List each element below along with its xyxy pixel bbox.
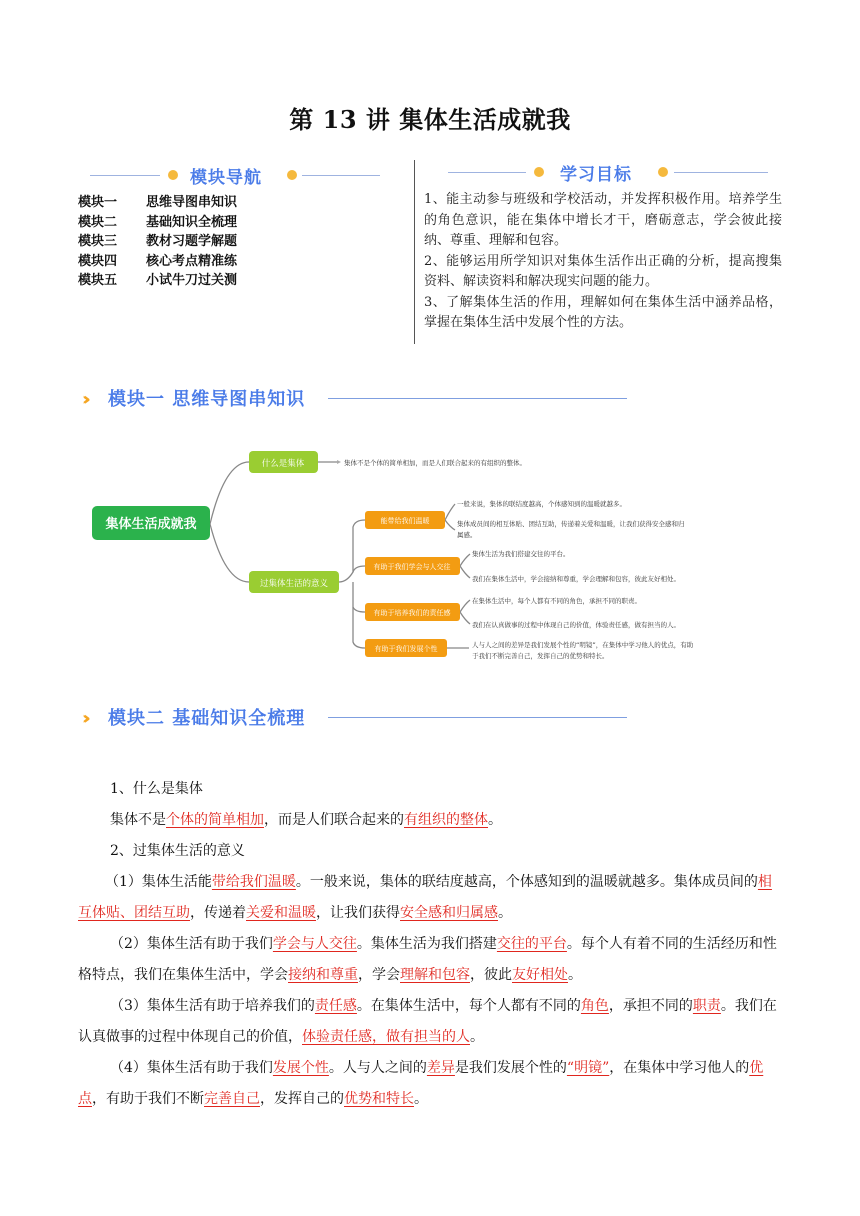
mind-map-sub-label: 能带给我们温暖	[380, 517, 430, 525]
module-nav-title: 思维导图串知识	[146, 195, 238, 210]
module-nav-number: 模块一	[78, 195, 118, 210]
mind-map	[85, 432, 765, 668]
module1-heading: 模块一 思维导图串知识	[108, 389, 306, 410]
module-nav-item	[78, 213, 237, 233]
module-nav-item	[78, 271, 237, 291]
module-nav-banner	[90, 163, 380, 189]
paragraph-text: ，彼此	[470, 967, 512, 983]
learning-goals-heading: 学习目标	[560, 165, 632, 185]
module-nav-item	[78, 252, 237, 272]
paragraph-text: 。一般来说，集体的联结度越高，个体感知到的温暖就越多。集体成员间的	[295, 874, 758, 890]
module-nav-heading: 模块导航	[190, 168, 262, 188]
mind-map-root-label: 集体生活成就我	[105, 517, 197, 532]
paragraph-text: ，在集体中学习他人的	[609, 1060, 750, 1076]
module2-heading: 模块二 基础知识全梳理	[108, 708, 306, 729]
mind-map-sub-label: 有助于我们学会与人交往	[373, 563, 451, 571]
paragraph-text: 。	[414, 1091, 428, 1107]
module-nav-number: 模块五	[78, 273, 118, 288]
key-term: 责任感	[314, 998, 357, 1014]
learning-goal-item: 2、能够运用所学知识对集体生活作出正确的分析，提高搜集资料、解读资料和解决现实问题的能力。	[424, 253, 782, 289]
module-nav-number: 模块四	[78, 253, 118, 269]
body-paragraph	[78, 929, 784, 991]
banner-dot-icon	[287, 170, 297, 180]
module2-heading-bar	[82, 704, 627, 734]
learning-goal-item: 3、了解集体生活的作用，理解如何在集体生活中涵养品格，掌握在集体生活中发展个性的方法。	[424, 294, 782, 330]
connector-line	[210, 462, 249, 524]
mind-map-leaf: 我们在集体生活中，学会接纳和尊重，学会理解和包容，彼此友好相处。	[472, 575, 680, 583]
body-paragraph	[78, 867, 784, 929]
paragraph-text: 。	[470, 1029, 484, 1045]
key-term: 关爱和温暖	[246, 905, 316, 921]
paragraph-text: 。在集体生活中，每个人都有不同的	[356, 998, 581, 1014]
banner-dot-icon	[168, 170, 178, 180]
key-term: 相互体贴、团结互助	[78, 874, 772, 921]
banner-dot-icon	[534, 167, 544, 177]
mind-map-branch-label: 什么是集体	[261, 459, 305, 469]
mind-map-leaf: 我们在认真做事的过程中体现自己的价值，体验责任感，做有担当的人。	[472, 621, 680, 629]
key-term: 优势和特长	[344, 1091, 414, 1107]
key-term: 安全感和归属感	[400, 905, 498, 921]
key-term: 友好相处	[512, 967, 568, 983]
key-term: 带给我们温暖	[211, 874, 296, 890]
paragraph-text: 。集体生活为我们搭建	[356, 936, 497, 952]
body-paragraph	[78, 1053, 784, 1115]
module2-body	[78, 774, 784, 1115]
key-term: 优点	[78, 1060, 764, 1107]
mind-map-leaf: 于我们不断完善自己，发挥自己的优势和特长。	[472, 652, 609, 660]
double-chevron-icon: ››	[82, 708, 85, 729]
paragraph-text: （4）集体生活有助于我们	[110, 1060, 273, 1076]
paragraph-text: ，学会	[358, 967, 400, 983]
module-nav-title: 教材习题学解题	[146, 234, 238, 249]
mind-map-leaf: 属感。	[457, 531, 477, 539]
paragraph-text: 。	[498, 905, 512, 921]
paragraph-text: （2）集体生活有助于我们	[110, 936, 273, 952]
mind-map-leaf: 集体不是个体的简单相加，而是人们联合起来的有组织的整体。	[344, 459, 526, 467]
mind-map-leaf: 在集体生活中，每个人都有不同的角色，承担不同的职责。	[472, 597, 641, 605]
key-term: 学会与人交往	[272, 936, 357, 952]
mind-map-branch-label: 过集体生活的意义	[259, 579, 329, 589]
paragraph-text: ，传递着	[190, 905, 246, 921]
key-term: 角色	[580, 998, 609, 1014]
paragraph-text: 集体不是	[110, 812, 166, 828]
paragraph-text: 。	[568, 967, 582, 983]
module-nav-number: 模块三	[78, 234, 118, 249]
body-paragraph	[78, 805, 784, 836]
learning-goals-banner	[448, 160, 768, 186]
mind-map-leaf: 人与人之间的差异是我们发展个性的“明镜”，在集体中学习他人的优点，有助	[472, 641, 694, 649]
key-term: 差异	[426, 1060, 455, 1076]
learning-goals-text	[424, 190, 782, 334]
key-term: 体验责任感，做有担当的人	[302, 1029, 470, 1045]
paragraph-text: ，承担不同的	[608, 998, 693, 1014]
banner-dot-icon	[658, 167, 668, 177]
module-nav-list	[78, 193, 237, 291]
module-nav-title: 小试牛刀过关测	[146, 273, 238, 288]
key-term: 职责	[692, 998, 721, 1014]
mind-map-leaf: 一般来说，集体的联结度越高，个体感知到的温暖就越多。	[457, 500, 626, 508]
paragraph-text: ，而是人们联合起来的	[264, 812, 404, 828]
body-paragraph	[78, 774, 784, 805]
body-paragraph	[78, 991, 784, 1053]
module-nav-item	[78, 232, 237, 252]
module-nav-item	[78, 193, 237, 213]
paragraph-text: 是我们发展个性的	[454, 1060, 567, 1076]
paragraph-text: （1）集体生活能	[105, 874, 212, 890]
double-chevron-icon: ››	[82, 389, 85, 410]
paragraph-text: 。每个人有着不同的生活经历和性格特点，我们在集体生活中，学会	[78, 936, 777, 983]
page-title: 第 13 讲 集体生活成就我	[289, 105, 571, 134]
connector-line	[210, 524, 249, 582]
key-term: 理解和包容	[400, 967, 470, 983]
key-term: 完善自己	[204, 1091, 260, 1107]
paragraph-text: 。人与人之间的	[328, 1060, 427, 1076]
column-divider	[414, 160, 415, 344]
mind-map-leaf: 集体成员间的相互体贴、团结互助，传递着关爱和温暖，让我们获得安全感和归	[457, 520, 685, 528]
key-term: 发展个性	[272, 1060, 329, 1076]
key-term: “明镜”	[566, 1060, 610, 1076]
key-term: 个体的简单相加	[166, 812, 264, 828]
module-nav-title: 基础知识全梳理	[146, 214, 238, 230]
paragraph-text: ，发挥自己的	[260, 1091, 344, 1107]
paragraph-text: ，有助于我们不断	[92, 1091, 204, 1107]
paragraph-text: 1、什么是集体	[110, 781, 203, 797]
key-term: 交往的平台	[496, 936, 567, 952]
module-nav-title: 核心考点精准练	[146, 253, 238, 269]
paragraph-text: ，让我们获得	[316, 905, 400, 921]
paragraph-text: 。	[488, 812, 502, 828]
connector-line	[339, 520, 365, 582]
mind-map-sub-label: 有助于培养我们的责任感	[373, 609, 451, 617]
mind-map-leaf: 集体生活为我们搭建交往的平台。	[472, 550, 570, 558]
key-term: 有组织的整体	[404, 812, 488, 828]
mind-map-sub-label: 有助于我们发展个性	[374, 645, 438, 653]
body-paragraph	[78, 836, 784, 867]
module1-heading-bar	[82, 385, 627, 415]
paragraph-text: （3）集体生活有助于培养我们的	[110, 998, 315, 1014]
paragraph-text: 。我们在认真做事的过程中体现自己的价值，	[78, 998, 777, 1045]
module-nav-number: 模块二	[78, 214, 118, 230]
learning-goal-item: 1、能主动参与班级和学校活动，并发挥积极作用。培养学生的角色意识，能在集体中增长才干，磨砺意志，学会彼此接纳、尊重、理解和包容。	[424, 192, 782, 248]
key-term: 接纳和尊重	[288, 967, 358, 983]
paragraph-text: 2、过集体生活的意义	[110, 843, 245, 859]
